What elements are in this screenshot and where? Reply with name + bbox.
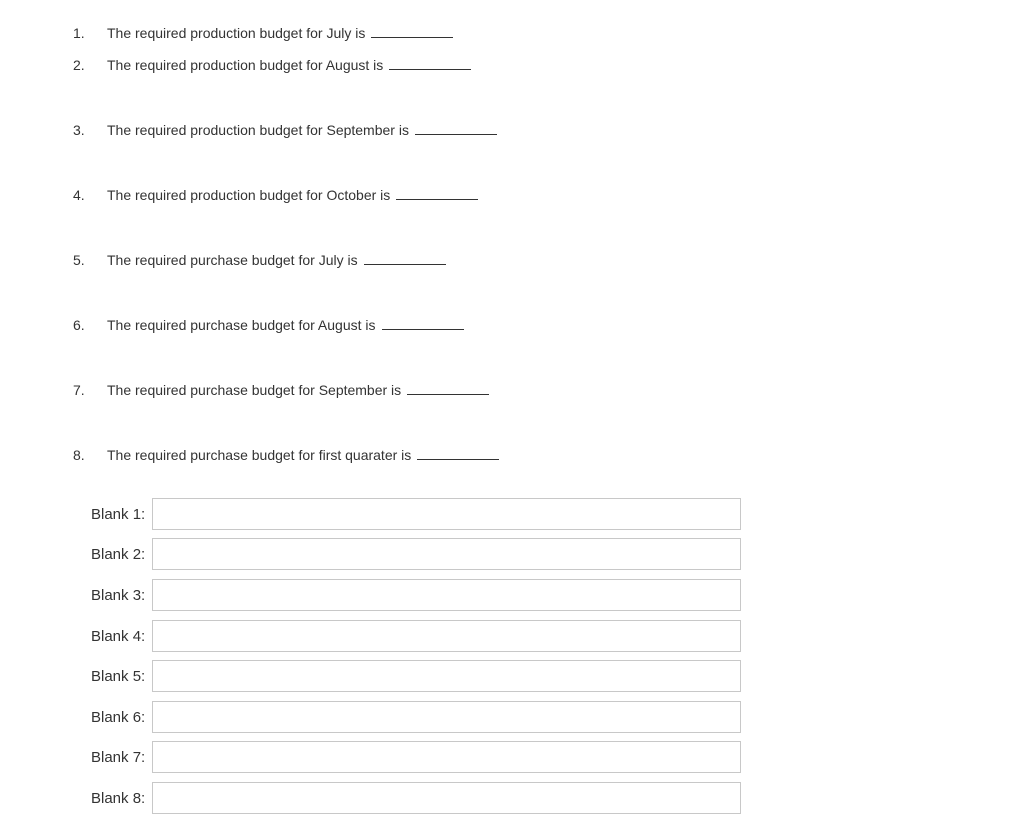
question-text: The required purchase budget for September is [107,382,402,398]
question-text-wrap [107,445,499,465]
blank-input-7[interactable] [152,741,741,773]
blank-input-1[interactable] [152,498,741,530]
question-text-wrap [107,55,471,75]
question-number: 5. [73,252,85,268]
question-text-wrap [107,23,453,43]
blank-row-6 [0,701,760,735]
question-number: 1. [73,25,85,41]
blank-row-4 [0,620,760,654]
answer-blank-line [407,386,489,395]
blank-row-5 [0,660,760,694]
question-text: The required production budget for July is [107,25,366,41]
blank-label: Blank 6: [91,709,146,726]
blank-label: Blank 5: [91,668,146,685]
question-number: 4. [73,187,85,203]
blank-row-7 [0,741,760,775]
question-text: The required purchase budget for first quarater is [107,447,412,463]
answer-blank-line [371,29,453,38]
blank-row-2 [0,538,760,572]
question-text-wrap [107,185,478,205]
answer-blank-line [415,126,497,135]
question-number: 3. [73,122,85,138]
question-text-wrap [107,250,446,270]
question-number: 7. [73,382,85,398]
question-number: 8. [73,447,85,463]
blank-input-6[interactable] [152,701,741,733]
blank-row-1 [0,498,760,532]
blank-row-8 [0,782,760,816]
blank-label: Blank 1: [91,506,146,523]
blank-input-2[interactable] [152,538,741,570]
answer-blank-line [382,321,464,330]
question-text: The required purchase budget for July is [107,252,358,268]
question-number: 2. [73,57,85,73]
question-text-wrap [107,380,489,400]
blank-input-3[interactable] [152,579,741,611]
blank-label: Blank 8: [91,790,146,807]
question-text-wrap [107,315,464,335]
question-number: 6. [73,317,85,333]
blank-input-4[interactable] [152,620,741,652]
question-text-wrap [107,120,497,140]
answer-blank-line [364,256,446,265]
question-text: The required purchase budget for August is [107,317,376,333]
blank-input-5[interactable] [152,660,741,692]
blank-label: Blank 7: [91,749,146,766]
question-text: The required production budget for August is [107,57,384,73]
blank-label: Blank 4: [91,628,146,645]
answer-blank-line [417,451,499,460]
blank-label: Blank 2: [91,546,146,563]
blank-input-8[interactable] [152,782,741,814]
blank-label: Blank 3: [91,587,146,604]
answer-blank-line [396,191,478,200]
answer-blank-line [389,61,471,70]
question-text: The required production budget for September is [107,122,409,138]
question-text: The required production budget for October is [107,187,391,203]
blank-row-3 [0,579,760,613]
